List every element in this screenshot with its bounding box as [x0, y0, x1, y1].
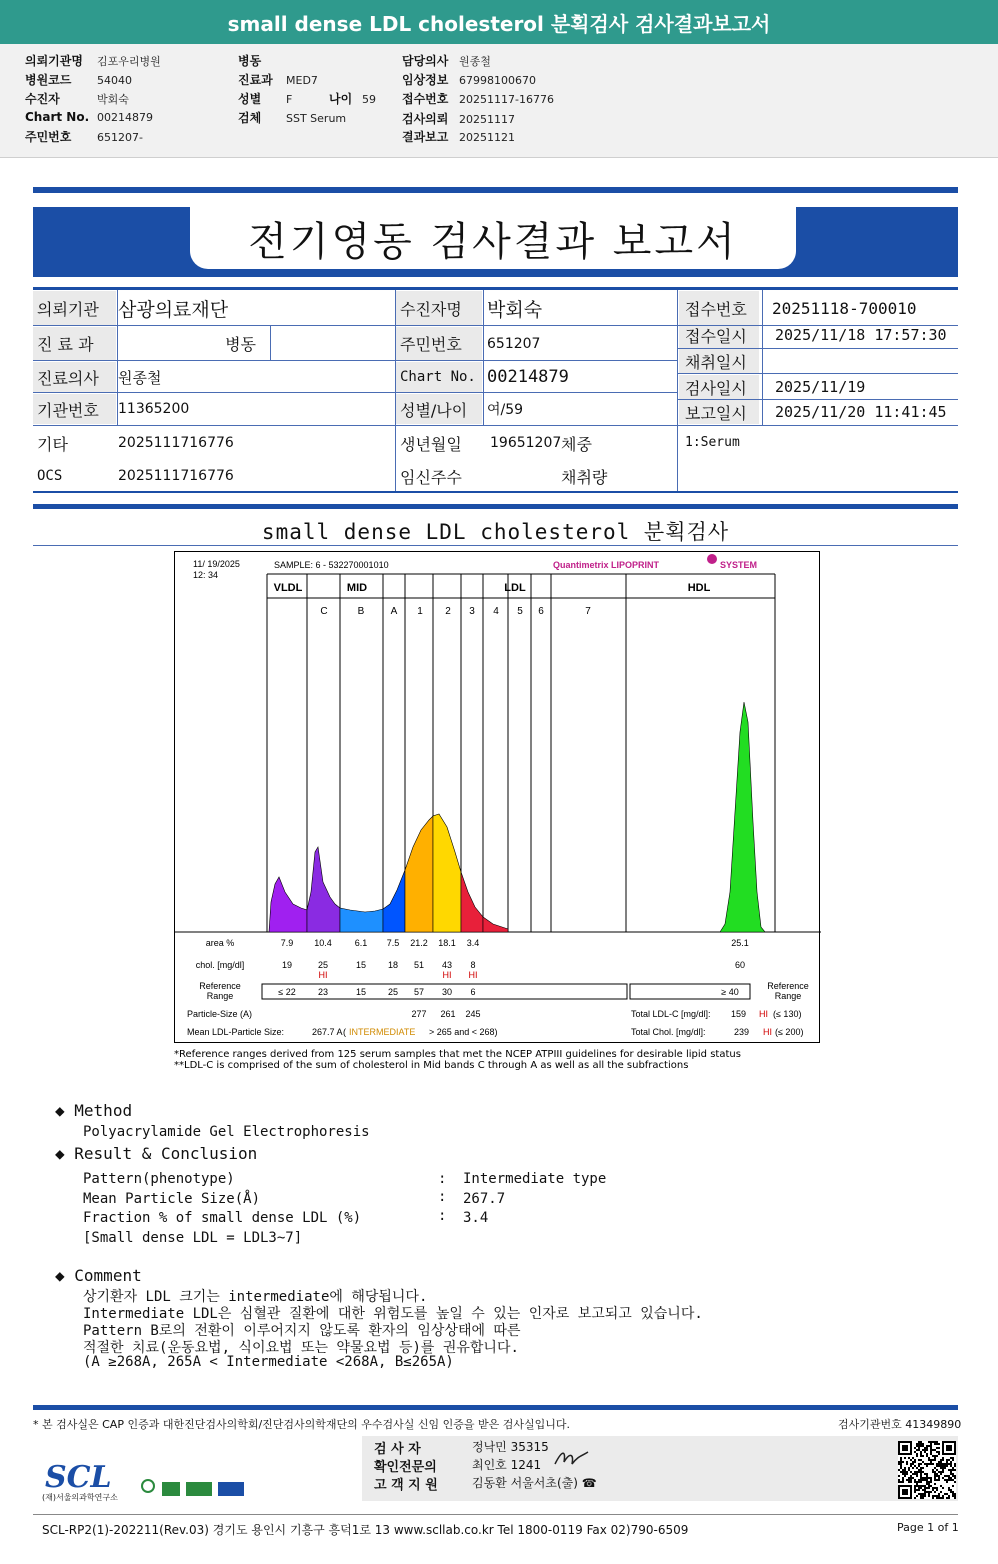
header-field: 주민번호 651207-: [25, 130, 143, 144]
scl-logo: SCL: [45, 1460, 112, 1495]
area-pct-value: 7.9: [280, 938, 294, 948]
examiner-value: 정낙민 35315: [472, 1440, 549, 1454]
diamond-icon: ◆: [55, 1144, 65, 1163]
ref-range-value: 23: [317, 987, 329, 997]
band-label-6: 6: [538, 606, 544, 617]
area-pct-value: 10.4: [314, 938, 332, 948]
chol-value: 25: [317, 960, 329, 970]
label-recv-date: 접수일시: [679, 322, 759, 348]
value-etc: 2025111716776: [118, 435, 234, 451]
chart-time: 12: 34: [193, 570, 219, 580]
label-weight: 체중: [561, 434, 592, 454]
ref-range-value: 57: [413, 987, 425, 997]
area-pct-value: 18.1: [438, 938, 456, 948]
support-value: 김동환 서울서초(출) ☎: [472, 1476, 597, 1490]
curve-segment-7: [483, 917, 508, 932]
value-recv-date: 2025/11/18 17:57:30: [775, 326, 947, 344]
scl-logo-subtitle: (재)서울의과학연구소: [42, 1493, 118, 1502]
group-label-vldl: VLDL: [273, 582, 303, 594]
registered-mark-icon: [707, 554, 717, 564]
section-title: small dense LDL cholesterol 분획검사: [261, 520, 730, 544]
lipoprint-chart: [174, 551, 820, 1043]
confirm-label: 확인전문의: [374, 1460, 437, 1475]
divider: [33, 1405, 958, 1410]
label-rrn: 주민번호: [396, 327, 482, 360]
table-line: [483, 290, 484, 425]
table-line: [762, 290, 763, 425]
group-label-mid: MID: [346, 582, 368, 594]
chol-value: 18: [387, 960, 399, 970]
particle-size-value: 277: [411, 1009, 427, 1019]
header-field: 성별 F: [238, 92, 293, 106]
label-institution: 의뢰기관: [33, 291, 116, 325]
header-field: 진료과 MED7: [238, 73, 318, 87]
ldl-note: **LDL-C is comprised of the sum of cholesterol in Mid bands C through A as well as all the subfractions: [174, 1060, 689, 1071]
header-field: 결과보고 20251121: [402, 130, 515, 144]
table-line: [677, 399, 958, 400]
table-line: [33, 392, 677, 393]
header-field: Chart No. 00214879: [25, 110, 153, 124]
accreditation-logos: [136, 1478, 256, 1500]
label-chart-no: Chart No.: [396, 362, 482, 392]
curve-segment-2: [340, 908, 383, 932]
chart-canvas: [175, 552, 821, 1044]
value-test-date: 2025/11/19: [775, 378, 866, 396]
band-label-2: 2: [445, 606, 451, 617]
header-field: 의뢰기관명 김포우리병원: [25, 54, 161, 68]
band-label-3: 3: [469, 606, 475, 617]
result-label: Mean Particle Size(Å): [83, 1191, 261, 1207]
comment-heading: ◆ Comment: [55, 1266, 142, 1285]
label-doctor: 진료의사: [33, 362, 116, 392]
header-field: 검체 SST Serum: [238, 111, 347, 125]
result-value: Intermediate type: [463, 1171, 607, 1187]
row-label-range: Range: [206, 991, 234, 1001]
signature-mark: [552, 1446, 592, 1470]
result-label: Pattern(phenotype): [83, 1171, 235, 1187]
row-label-reference: Reference: [199, 981, 241, 991]
label-etc: 기타: [37, 434, 68, 454]
value-ocs: 2025111716776: [118, 468, 234, 484]
hdl-chol-value: 60: [734, 960, 746, 970]
label-sex-age: 성별/나이: [396, 394, 482, 424]
table-line: [33, 325, 958, 326]
divider: [33, 545, 958, 546]
label-test-date: 검사일시: [679, 375, 759, 399]
header-field: 수진자 박회숙: [25, 92, 129, 106]
method-heading: ◆ Method: [55, 1101, 133, 1120]
header-field: 나이 59: [329, 92, 376, 106]
value-doctor: 원종철: [118, 368, 162, 387]
area-pct-value: 7.5: [386, 938, 400, 948]
table-line: [33, 360, 677, 361]
table-line: [677, 373, 958, 374]
total-ldl-label: Total LDL-C [mg/dl]:: [631, 1009, 711, 1019]
divider: [33, 287, 958, 290]
row-label-reference-right: Reference: [767, 981, 809, 991]
label-recv-no: 접수번호: [679, 291, 759, 325]
comment-line: (A ≥268A, 265A < Intermediate <268A, B≤265A): [83, 1354, 454, 1370]
label-patient: 수진자명: [396, 291, 482, 325]
label-pregnancy: 임신주수: [400, 467, 462, 487]
footer-address: SCL-RP2(1)-202211(Rev.03) 경기도 용인시 기흥구 흥덕1로 13 www.scllab.co.kr Tel 1800-0119 Fax 02)790-6509: [42, 1523, 689, 1537]
ref-range-value: ≤ 22: [278, 987, 296, 997]
table-line: [677, 348, 958, 349]
result-colon: :: [438, 1189, 447, 1205]
hi-flag: HI: [468, 970, 478, 980]
examiner-label: 검 사 자: [374, 1442, 421, 1457]
row-label-area: area %: [205, 938, 235, 948]
divider: [33, 187, 958, 193]
page-number: Page 1 of 1: [897, 1521, 959, 1534]
result-heading: ◆ Result & Conclusion: [55, 1144, 258, 1163]
value-sex-age: 여/59: [487, 402, 524, 418]
header-field: 담당의사 원종철: [402, 54, 491, 68]
result-colon: :: [438, 1208, 447, 1224]
inspection-institution-no: 검사기관번호 41349890: [838, 1418, 962, 1431]
curve-segment-0: [269, 877, 307, 932]
comment-line: 상기환자 LDL 크기는 intermediate에 해당됩니다.: [83, 1289, 428, 1305]
value-specimen: 1:Serum: [685, 434, 740, 450]
header-field: 병원코드 54040: [25, 73, 132, 87]
band-label-B: B: [357, 606, 365, 617]
value-institution: 삼광의료재단: [118, 298, 229, 321]
method-text: Polyacrylamide Gel Electrophoresis: [83, 1124, 370, 1140]
result-value: 3.4: [463, 1210, 489, 1226]
mean-ldl-type: INTERMEDIATE: [349, 1027, 416, 1037]
header-field: 임상정보 67998100670: [402, 73, 536, 87]
divider: [33, 1514, 958, 1515]
value-rrn: 651207: [487, 335, 541, 352]
band-label-7: 7: [585, 606, 591, 617]
mean-ldl-label: Mean LDL-Particle Size:: [187, 1027, 285, 1037]
total-chol-ref: (≤ 200): [775, 1027, 804, 1037]
curve-segment-3: [383, 870, 405, 932]
result-label: Fraction % of small dense LDL (%): [83, 1210, 362, 1226]
comment-line: Pattern B로의 전환이 이루어지지 않도록 환자의 임상상태에 따른: [83, 1323, 521, 1339]
total-chol-label: Total Chol. [mg/dl]:: [631, 1027, 706, 1037]
qr-code-icon: [898, 1441, 956, 1499]
hi-flag: HI: [318, 970, 328, 980]
ref-range-value: 15: [355, 987, 367, 997]
chart-system-name: Quantimetrix LIPOPRINT: [553, 560, 660, 570]
total-chol-value: 239: [734, 1027, 750, 1037]
certification-note: * 본 검사실은 CAP 인증과 대한진단검사의학회/진단검사의학재단의 우수검사실 신임 인증을 받은 검사실입니다.: [33, 1418, 571, 1431]
label-collect-date: 채취일시: [679, 349, 759, 373]
table-line: [33, 425, 958, 426]
curve-segment-5: [433, 814, 461, 932]
curve-segment-8: [720, 702, 765, 932]
header-field: 접수번호 20251117-16776: [402, 92, 554, 106]
table-line: [395, 290, 396, 492]
value-report-date: 2025/11/20 11:41:45: [775, 403, 947, 421]
table-line: [270, 325, 271, 360]
label-inst-no: 기관번호: [33, 394, 116, 424]
chart-date: 11/ 19/2025: [193, 559, 240, 569]
confirm-value: 최인호 1241: [472, 1458, 542, 1472]
total-ldl-hi: HI: [759, 1009, 768, 1019]
label-dob: 생년월일: [400, 434, 462, 454]
header-info-panel: [0, 44, 998, 158]
report-header-title: small dense LDL cholesterol 분획검사 검사결과보고서: [0, 0, 998, 44]
label-volume: 채취량: [561, 467, 608, 487]
chart-sample: SAMPLE: 6 - 532270001010: [274, 560, 389, 570]
particle-size-value: 245: [465, 1009, 481, 1019]
support-label: 고 객 지 원: [374, 1478, 438, 1493]
area-pct-value: 6.1: [354, 938, 368, 948]
curve-segment-6: [461, 872, 483, 932]
ref-range-value: 6: [470, 987, 476, 997]
mean-ldl-value: 267.7 A: [312, 1027, 343, 1037]
value-patient: 박회숙: [487, 298, 543, 321]
mean-ldl-rule: > 265 and < 268): [429, 1027, 498, 1037]
divider: [33, 491, 958, 493]
area-pct-value: 21.2: [410, 938, 428, 948]
total-ldl-value: 159: [731, 1009, 747, 1019]
result-value: 267.7: [463, 1191, 506, 1207]
total-chol-hi: HI: [763, 1027, 772, 1037]
label-ocs: OCS: [37, 468, 63, 484]
value-dob: 19651207: [490, 435, 562, 451]
chol-value: 51: [413, 960, 425, 970]
chol-value: 15: [355, 960, 367, 970]
table-line: [677, 290, 678, 492]
label-dept: 진 료 과: [33, 327, 116, 360]
band-label-1: 1: [417, 606, 423, 617]
chart-system-suffix: SYSTEM: [720, 560, 758, 570]
divider: [33, 504, 958, 509]
small-dense-note: [Small dense LDL = LDL3~7]: [83, 1230, 303, 1246]
band-label-C: C: [320, 606, 328, 617]
row-label-range-right: Range: [774, 991, 802, 1001]
band-label-4: 4: [493, 606, 499, 617]
header-field: 검사의뢰 20251117: [402, 112, 515, 126]
hi-flag: HI: [442, 970, 452, 980]
ref-range-value: 30: [441, 987, 453, 997]
chol-value: 8: [470, 960, 476, 970]
comment-line: 적절한 치료(운동요법, 식이요법 또는 약물요법 등)를 권유합니다.: [83, 1340, 519, 1356]
label-report-date: 보고일시: [679, 400, 759, 424]
curve-segment-4: [405, 816, 433, 932]
comment-line: Intermediate LDL은 심혈관 질환에 대한 위험도를 높일 수 있는 인자로 보고되고 있습니다.: [83, 1306, 703, 1322]
chol-value: 43: [441, 960, 453, 970]
result-colon: :: [438, 1171, 447, 1187]
header-field: 병동: [238, 54, 262, 68]
diamond-icon: ◆: [55, 1266, 65, 1285]
chol-value: 19: [281, 960, 293, 970]
particle-size-label: Particle-Size (A): [187, 1009, 253, 1019]
table-line: [117, 290, 118, 425]
mean-ldl-open: (: [343, 1027, 346, 1037]
reference-note: *Reference ranges derived from 125 serum samples that met the NCEP ATPIII guidelines for desirable lipid status: [174, 1049, 741, 1060]
row-label-chol: chol. [mg/dl]: [195, 960, 245, 970]
label-ward: 병동: [225, 335, 256, 354]
band-label-A: A: [390, 606, 398, 617]
total-ldl-ref: (≤ 130): [773, 1009, 802, 1019]
diamond-icon: ◆: [55, 1101, 65, 1120]
curve-segment-1: [307, 847, 340, 932]
area-pct-value: 3.4: [466, 938, 480, 948]
signature-box: [362, 1436, 958, 1501]
band-label-5: 5: [517, 606, 523, 617]
hdl-area-pct-value: 25.1: [731, 938, 749, 948]
group-label-hdl: HDL: [687, 582, 711, 594]
group-label-ldl: LDL: [504, 582, 526, 594]
value-recv-no: 20251118-700010: [772, 298, 917, 318]
ref-range-value: 25: [387, 987, 399, 997]
value-inst-no: 11365200: [118, 401, 190, 417]
value-chart-no: 00214879: [487, 367, 569, 387]
particle-size-value: 261: [440, 1009, 456, 1019]
hdl-ref-range-value: ≥ 40: [721, 987, 739, 997]
report-title: 전기영동 검사결과 보고서: [190, 207, 796, 269]
